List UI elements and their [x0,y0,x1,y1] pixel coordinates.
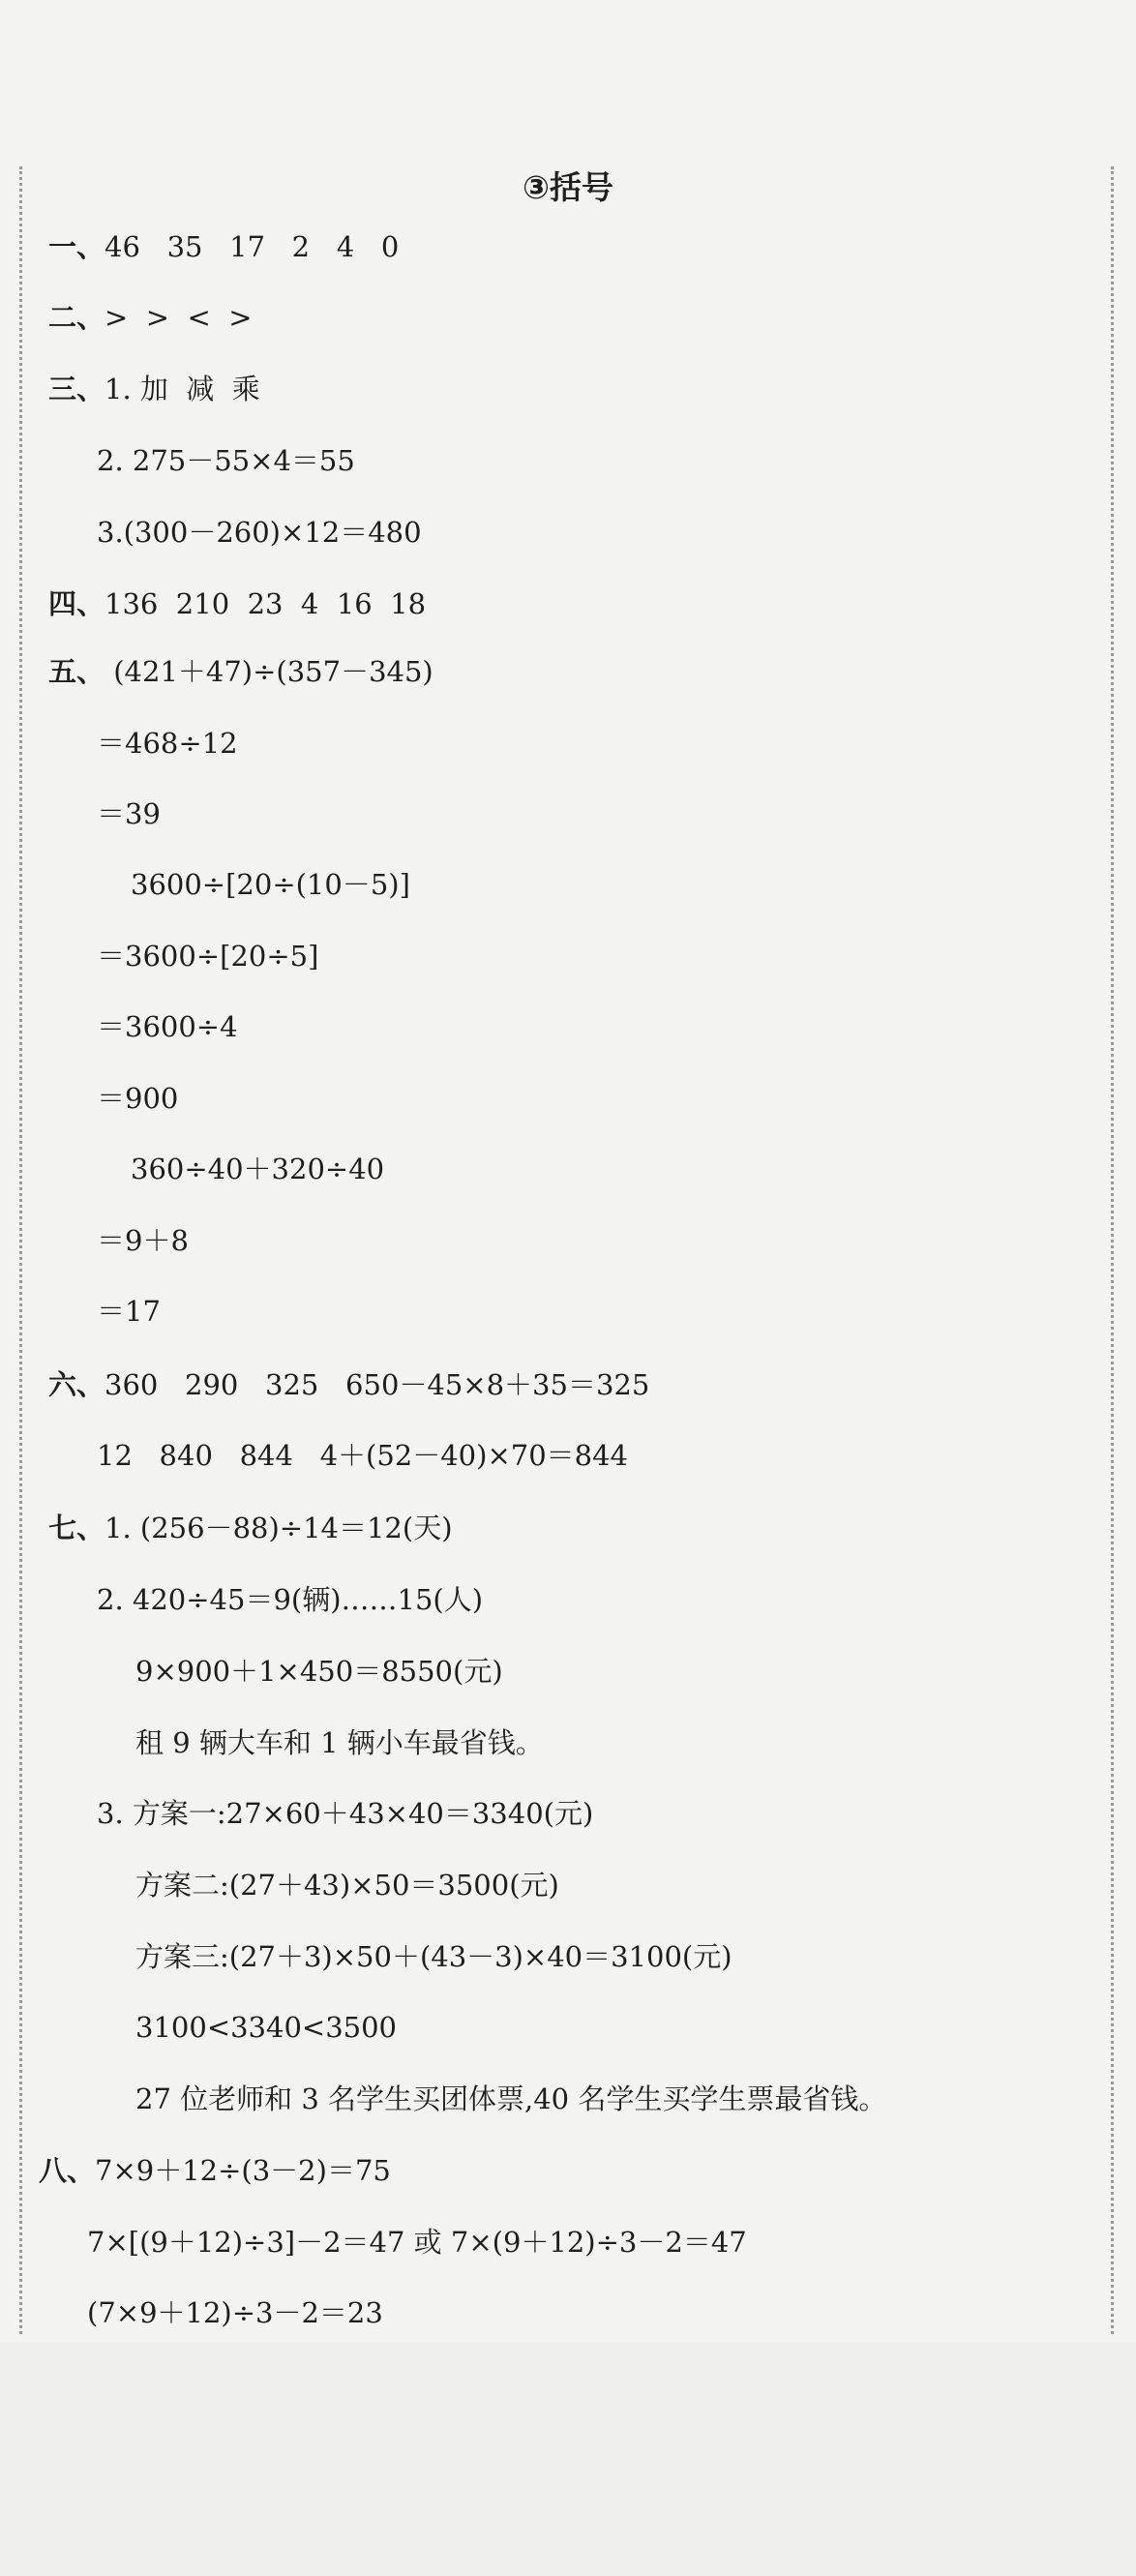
answer-line [97,1292,161,1331]
answer-text: 360÷40＋320÷40 [131,1153,385,1185]
answer-line [48,227,399,266]
answer-line [135,2008,397,2047]
answer-line [48,298,253,337]
answer-text: 136 210 23 4 16 18 [105,587,427,620]
answer-line [97,1221,189,1260]
answer-text: 12 840 844 4＋(52－40)×70＝844 [97,1439,629,1472]
answer-line [97,1580,483,1619]
answer-line [97,441,355,480]
answer-text: 1. (256－88)÷14＝12(天) [105,1512,453,1544]
answer-line [97,1794,593,1833]
answer-line [97,513,422,552]
answer-text: ＝17 [97,1295,161,1328]
question-label: 四、 [48,587,105,620]
question-label: 八、 [39,2154,96,2187]
answer-line [97,794,161,833]
answer-text: ＝900 [97,1082,179,1115]
answer-text: 27 位老师和 3 名学生买团体票,40 名学生买学生票最省钱。 [135,2082,887,2115]
bottom-blank-area [0,2342,1136,2576]
question-label: 一、 [48,230,105,263]
answer-text: 方案三:(27＋3)×50＋(43－3)×40＝3100(元) [135,1940,732,1973]
answer-line [97,1436,628,1475]
question-label: 七、 [48,1512,105,1544]
question-label: 六、 [48,1368,105,1401]
answer-text: 1. 加 减 乘 [105,373,260,405]
answer-text: 7×9＋12÷(3－2)＝75 [95,2154,391,2187]
answer-text: 2. 275－55×4＝55 [97,444,355,477]
answer-line [135,1723,544,1762]
answer-line [135,2080,886,2118]
answer-text: ＝468÷12 [97,727,238,760]
answer-text: ＝3600÷4 [97,1010,238,1043]
answer-line [87,2293,383,2332]
answer-line [135,1866,559,1904]
answer-line [97,724,238,763]
answer-text: 2. 420÷45＝9(辆)……15(人) [97,1583,484,1616]
answer-text: 9×900＋1×450＝8550(元) [135,1655,503,1688]
answer-line [48,584,426,623]
answer-line [87,2223,747,2261]
answer-text: 3600÷[20÷(10－5)] [131,868,410,901]
page-title: ③括号 [523,168,613,206]
answer-line [48,1365,649,1404]
answer-line [131,1150,384,1188]
question-label: 三、 [48,373,105,405]
answer-line [131,865,410,904]
answer-line [48,652,433,691]
answer-text: 3. 方案一:27×60＋43×40＝3340(元) [97,1797,594,1830]
left-dotted-rule [19,166,22,2334]
answer-line [135,1652,503,1691]
answer-text: 租 9 辆大车和 1 辆小车最省钱。 [135,1726,544,1759]
answer-line [48,1509,453,1547]
answer-text: ＝3600÷[20÷5] [97,940,319,973]
question-label: 五、 [48,655,105,688]
answer-line [97,937,318,975]
answer-text: (7×9＋12)÷3－2＝23 [87,2296,383,2329]
answer-text: 3100<3340<3500 [135,2011,398,2044]
answer-line [97,1007,238,1046]
answer-text: 方案二:(27＋43)×50＝3500(元) [135,1869,559,1902]
answer-text: 3.(300－260)×12＝480 [97,516,422,549]
answer-line [135,1937,732,1976]
answer-line [48,370,260,408]
right-dotted-rule [1111,166,1114,2334]
answer-line [39,2151,391,2190]
answer-text: 360 290 325 650－45×8＋35＝325 [105,1368,650,1401]
answer-text: (421＋47)÷(357－345) [105,655,433,688]
answer-text: ＝39 [97,797,161,830]
answer-text: 7×[(9＋12)÷3]－2＝47 或 7×(9＋12)÷3－2＝47 [87,2226,747,2259]
answer-text: 46 35 17 2 4 0 [105,230,400,263]
question-label: 二、 [48,301,105,334]
answer-line [97,1079,178,1118]
answer-text: > > < > [105,301,253,334]
answer-text: ＝9＋8 [97,1224,189,1257]
